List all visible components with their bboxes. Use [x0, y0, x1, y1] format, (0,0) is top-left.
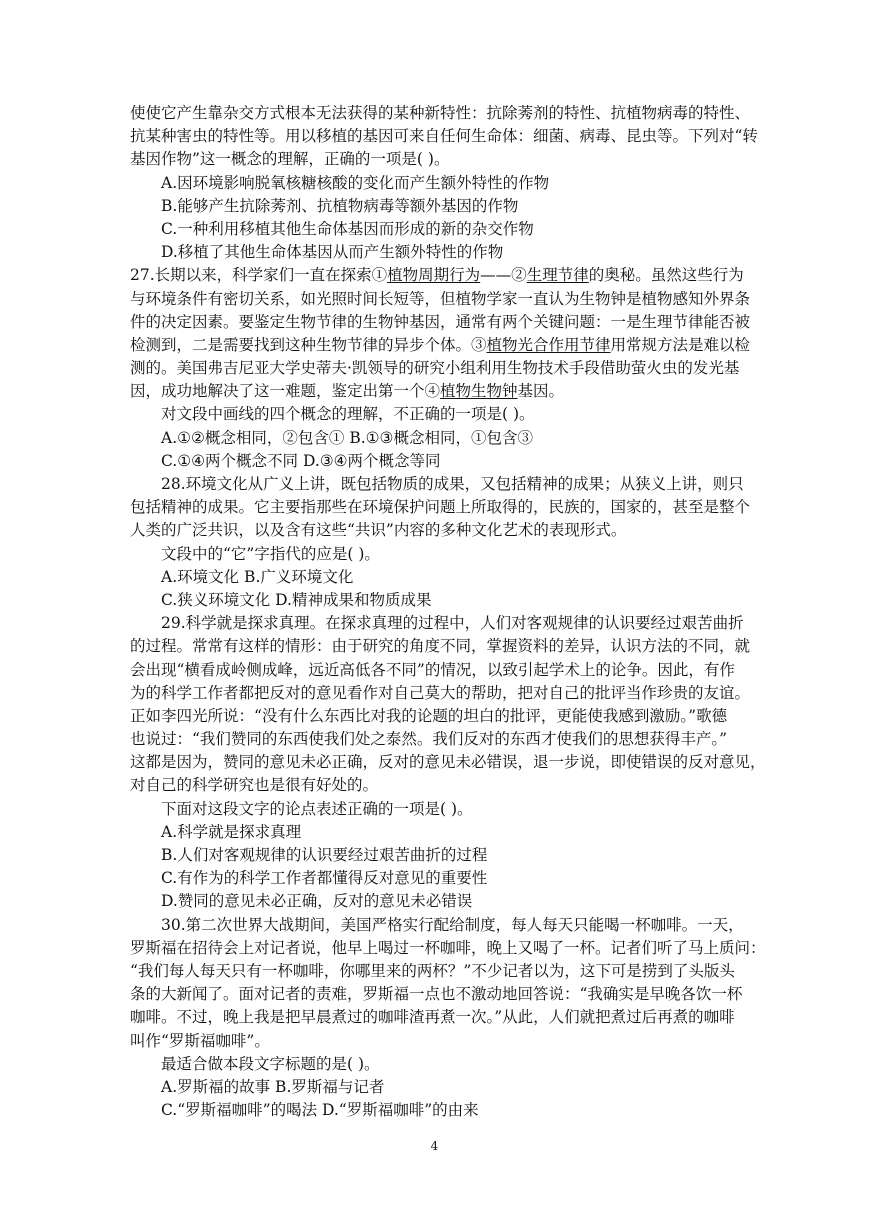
- q28-line-3: 人类的广泛共识，以及含有这些“共识”内容的多种文化艺术的表现形式。: [130, 521, 627, 540]
- q28-line-2: 包括精神的成果。它主要指那些在环境保护问题上所取得的，民族的，国家的，甚至是整个: [130, 498, 751, 517]
- q29-line-7: 这都是因为，赞同的意见未必正确，反对的意见未必错误，退一步说，即使错误的反对意见，: [130, 753, 766, 772]
- q27-text: 检测到，二是需要找到这种生物节律的异步个体。③: [130, 335, 487, 354]
- page-content: [130, 102, 766, 1122]
- q29-line-4: 为的科学工作者都把反对的意见看作对自己莫大的帮助，把对自己的批评当作珍贵的友谊。: [130, 683, 751, 702]
- q27-line-1: [130, 264, 744, 287]
- q27-line-3: 件的决定因素。要鉴定生物节律的生物钟基因，通常有两个关键问题：一是生理节律能否被: [130, 312, 751, 331]
- q29-line-1: 29.科学就是探求真理。在探求真理的过程中，人们对客观规律的认识要经过艰苦曲折: [161, 614, 744, 633]
- q27-line-5: 测的。美国弗吉尼亚大学史蒂夫·凯领导的研究小组利用生物技术手段借助萤火虫的发光基: [130, 359, 740, 378]
- q29-option-a: A.科学就是探求真理: [161, 822, 302, 841]
- q27-text: 因，成功地解决了这一难题，鉴定出第一个④: [130, 382, 441, 401]
- page-number: 4: [430, 1139, 439, 1153]
- q27-options-cd: C.①④两个概念不同 D.③④两个概念等同: [161, 451, 441, 470]
- q29-line-5: 正如李四光所说：“没有什么东西比对我的论题的坦白的批评，更能使我感到激励。”歌德: [130, 706, 728, 725]
- option-b: B.能够产生抗除莠剂、抗植物病毒等额外基因的作物: [161, 196, 519, 215]
- option-c: C.一种利用移植其他生命体基因而形成的新的杂交作物: [161, 219, 534, 238]
- q27-options-ab: A.①②概念相同，②包含① B.①③概念相同，①包含③: [161, 428, 533, 447]
- intro-line: 使使它产生靠杂交方式根本无法获得的某种新特性：抗除莠剂的特性、抗植物病毒的特性、: [130, 104, 751, 122]
- q30-question: 最适合做本段文字标题的是( )。: [161, 1054, 380, 1073]
- q28-question: 文段中的“它”字指代的应是( )。: [161, 544, 380, 563]
- underlined-concept-1: 植物周期行为: [387, 266, 481, 285]
- q30-line-6: 叫作“罗斯福咖啡”。: [130, 1031, 270, 1050]
- q28-options-cd: C.狭义环境文化 D.精神成果和物质成果: [161, 590, 432, 609]
- q27-line-4: [130, 334, 751, 357]
- q27-text: 27.长期以来，科学家们一直在探索①: [130, 266, 388, 285]
- q29-line-8: 对自己的科学研究也是很有好处的。: [130, 776, 379, 795]
- q29-option-c: C.有作为的科学工作者都懂得反对意见的重要性: [161, 869, 488, 888]
- q30-line-3: “我们每人每天只有一杯咖啡，你哪里来的两杯？”不少记者以为，这下可是捞到了头版头: [130, 961, 735, 980]
- q27-text: 的奥秘。虽然这些行为: [588, 266, 744, 285]
- q29-line-6: 也说过：“我们赞同的东西使我们处之泰然。我们反对的东西才使我们的思想获得丰产。”: [130, 730, 728, 749]
- q27-question: 对文段中画线的四个概念的理解，不正确的一项是( )。: [161, 405, 535, 424]
- q27-text: 用常规方法是难以检: [610, 335, 751, 354]
- option-a: A.因环境影响脱氧核糖核酸的变化而产生额外特性的作物: [161, 173, 550, 192]
- intro-line: 抗某种害虫的特性等。用以移植的基因可来自任何生命体：细菌、病毒、昆虫等。下列对“转: [130, 127, 758, 146]
- q28-options-ab: A.环境文化 B.广义环境文化: [161, 567, 354, 586]
- underlined-concept-2: 生理节律: [526, 266, 589, 285]
- intro-line: 基因作物”这一概念的理解，正确的一项是( )。: [130, 150, 450, 169]
- q29-option-d: D.赞同的意见未必正确，反对的意见未必错误: [161, 892, 473, 911]
- q29-line-3: 会出现“横看成岭侧成峰，远近高低各不同”的情况，以致引起学术上的论争。因此，有作: [130, 660, 735, 679]
- q30-line-2: 罗斯福在招待会上对记者说，他早上喝过一杯咖啡，晚上又喝了一杯。记者们听了马上质问：: [130, 938, 766, 957]
- q29-line-2: 的过程。常常有这样的情形：由于研究的角度不同，掌握资料的差异，认识方法的不同，就: [130, 637, 751, 656]
- q28-line-1: 28.环境文化从广义上讲，既包括物质的成果，又包括精神的成果；从狭义上讲，则只: [161, 475, 744, 493]
- q30-line-4: 条的大新闻了。面对记者的责难，罗斯福一点也不激动地回答说：“我确实是早晚各饮一杯: [130, 985, 743, 1004]
- q30-line-5: 咖啡。不过，晚上我是把早晨煮过的咖啡渣再煮一次。”从此，人们就把煮过后再煮的咖啡: [130, 1008, 735, 1027]
- underlined-concept-3: 植物光合作用节律: [486, 335, 611, 354]
- q30-options-ab: A.罗斯福的故事 B.罗斯福与记者: [161, 1077, 385, 1096]
- q30-options-cd: C.“罗斯福咖啡”的喝法 D.“罗斯福咖啡”的由来: [161, 1101, 479, 1120]
- q27-line-6: [130, 380, 738, 403]
- option-d: D.移植了其他生命体基因从而产生额外特性的作物: [161, 243, 504, 262]
- q27-text: ——②: [480, 266, 527, 285]
- q29-option-b: B.人们对客观规律的认识要经过艰苦曲折的过程: [161, 846, 488, 864]
- underlined-concept-4: 植物生物钟: [440, 382, 518, 401]
- q29-question: 下面对这段文字的论点表述正确的一项是( )。: [161, 799, 473, 818]
- q27-line-2: 与环境条件有密切关系，如光照时间长短等，但植物学家一直认为生物钟是植物感知外界条: [130, 289, 751, 308]
- q27-text: 基因。: [517, 382, 565, 401]
- q30-line-1: 30.第二次世界大战期间，美国严格实行配给制度，每人每天只能喝一杯咖啡。一天，: [161, 915, 744, 934]
